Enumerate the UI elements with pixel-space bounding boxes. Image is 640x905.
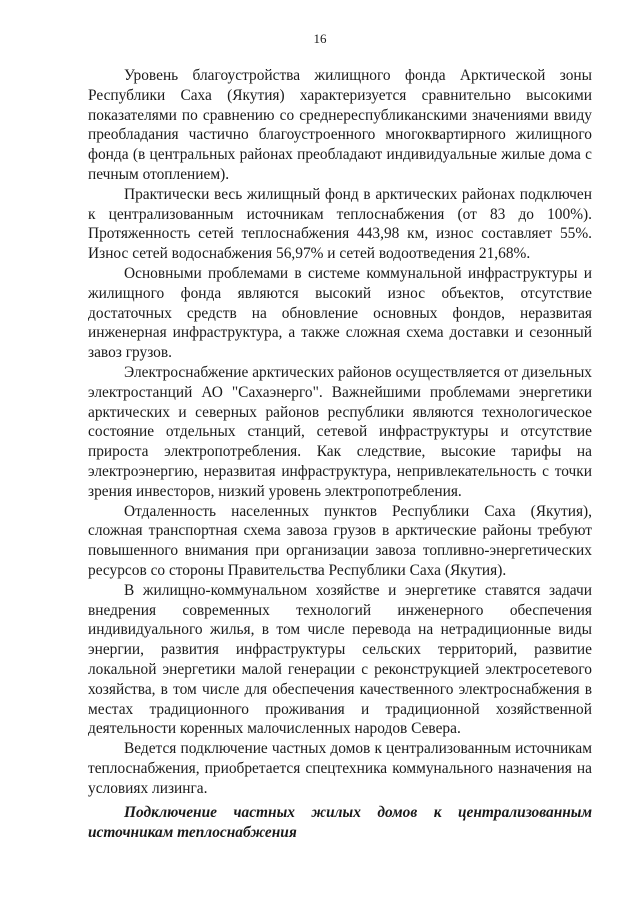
section-heading: Подключение частных жилых домов к централизованным источникам теплоснабжения [88, 804, 592, 842]
paragraph-infrastructure-problems: Основными проблемами в системе коммунальной инфраструктуры и жилищного фонда являются высокий износ объектов, отсутствие достаточных средств на обновление основных фондов, неразвитая инженерная инфраструктура, а также сложная схема доставки и сезонный завоз грузов. [88, 264, 592, 362]
paragraph-housing-improvement: Уровень благоустройства жилищного фонда Арктической зоны Республики Саха (Якутия) характеризуется сравнительно высокими показателями по сравнению со среднереспубликанскими значениями ввиду преобладания частично благоустроенного многоквартирного жилищного фонда (в центральных районах преобладают индивидуальные жилые дома с печным отоплением). [88, 67, 592, 183]
paragraph-power-supply: Электроснабжение арктических районов осуществляется от дизельных электростанций АО "Сахаэнерго". Важнейшими проблемами энергетики арктических и северных районов республики являются технологическое состояние отдельных станций, сетевой инфраструктуры и отсутствие прироста электропотребления. Как следствие, высокие тарифы на электроэнергию, неразвитая инфраструктура, непривлекательность с точки зрения инвесторов, низкий уровень электропотребления. [88, 363, 592, 500]
page-number: 16 [313, 31, 327, 46]
paragraph-housing-tasks: В жилищно-коммунальном хозяйстве и энергетике ставятся задачи внедрения современных технологий инженерного обеспечения индивидуального жилья, в том числе перевода на нетрадиционные виды энергии, развития инфраструктуры сельских территорий, развитие локальной энергетики малой генерации с реконструкцией электросетевого хозяйства, в том числе для обеспечения качественного электроснабжения в местах традиционного проживания и традиционной хозяйственной деятельности коренных малочисленных народов Севера. [88, 581, 592, 738]
page-body [88, 62, 592, 843]
paragraph-heat-supply: Практически весь жилищный фонд в арктических районах подключен к централизованным источникам теплоснабжения (от 83 до 100%). Протяженность сетей теплоснабжения 443,98 км, износ составляет 55%. Износ сетей водоснабжения 56,97% и сетей водоотведения 21,68%. [88, 185, 592, 263]
paragraph-fuel-delivery: Отдаленность населенных пунктов Республики Саха (Якутия), сложная транспортная схема завоза грузов в арктические районы требуют повышенного внимания при организации завоза топливно-энергетических ресурсов со стороны Правительства Республики Саха (Якутия). [88, 502, 592, 579]
paragraph-private-houses: Ведется подключение частных домов к централизованным источникам теплоснабжения, приобретается спецтехника коммунального назначения на условиях лизинга. [88, 740, 592, 797]
